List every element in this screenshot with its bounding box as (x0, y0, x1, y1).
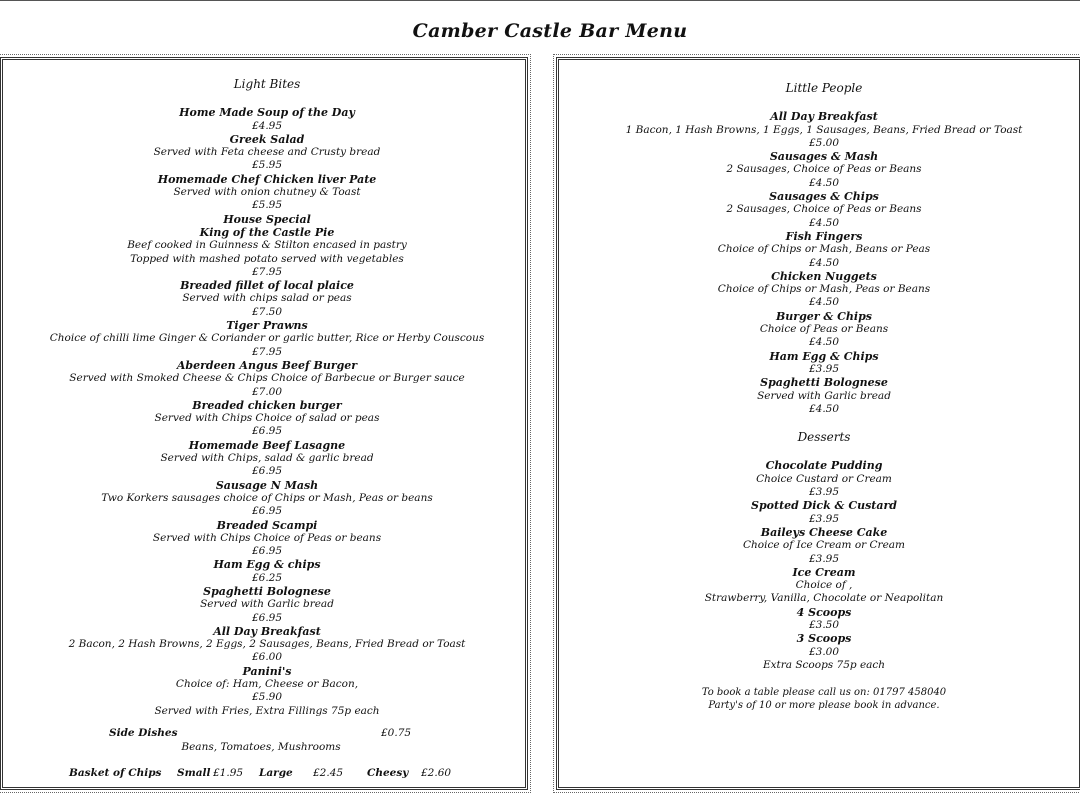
menu-item (3, 399, 531, 439)
menu-item-description: Served with Smoked Cheese & Chips Choice of Barbecue or Burger sauce (69, 372, 465, 385)
menu-item-name: Chocolate Pudding (765, 459, 883, 473)
menu-item-price: £4.50 (808, 296, 840, 309)
light-bites-panel (0, 57, 528, 790)
menu-item (3, 439, 531, 479)
side-dishes-price: £0.75 (381, 727, 412, 739)
menu-item-description: Served with Chips, salad & garlic bread (160, 452, 374, 465)
menu-item-price: £6.95 (251, 545, 283, 558)
menu-item-price: £5.00 (808, 136, 840, 149)
menu-item-price: £3.95 (808, 512, 840, 525)
menu-item (559, 459, 1080, 499)
menu-item (559, 526, 1080, 566)
menu-item (559, 350, 1080, 377)
menu-item-price: £4.95 (251, 119, 283, 132)
menu-item-name: Spaghetti Bolognese (760, 376, 888, 390)
menu-item-price: £7.95 (251, 345, 283, 358)
menu-item (3, 585, 531, 625)
menu-item-price: £3.95 (808, 552, 840, 565)
menu-item-price: £3.00 (808, 645, 840, 658)
booking-phone: To book a table please call us on: 01797 458040 (701, 687, 947, 699)
menu-item (559, 270, 1080, 310)
menu-item (3, 479, 531, 519)
menu-item-name: Ice Cream (792, 565, 856, 579)
menu-item-description: Served with Chips Choice of salad or peas (154, 412, 380, 425)
menu-item (3, 173, 531, 213)
menu-item-description: Choice of , (795, 579, 853, 592)
section-title-desserts: Desserts (797, 430, 851, 445)
menu-item-description: 2 Sausages, Choice of Peas or Beans (726, 163, 922, 176)
menu-item-name: Breaded Scampi (216, 518, 318, 532)
menu-item-name: Spaghetti Bolognese (203, 584, 331, 598)
menu-item-name: Sausages & Mash (769, 150, 879, 164)
basket-small-price: £1.95 (213, 767, 244, 779)
menu-item-name: Spotted Dick & Custard (751, 499, 897, 513)
section-title-light-bites: Light Bites (233, 77, 301, 91)
menu-item-price: £7.95 (251, 265, 283, 278)
basket-cheesy-price: £2.60 (421, 767, 452, 779)
menu-item-name: Baileys Cheese Cake (760, 525, 888, 539)
menu-item (559, 632, 1080, 659)
menu-item-price: £3.95 (808, 486, 840, 499)
basket-large-price: £2.45 (313, 767, 344, 779)
menu-item-name: 4 Scoops (796, 605, 852, 619)
menu-item-name: Tiger Prawns (226, 319, 308, 333)
menu-item-name: Home Made Soup of the Day (179, 106, 355, 120)
menu-item (3, 519, 531, 559)
kids-desserts-column (559, 82, 1080, 712)
menu-item (3, 279, 531, 319)
menu-item-description: Strawberry, Vanilla, Chocolate or Neapolitan (704, 592, 944, 605)
menu-item-description: Served with Feta cheese and Crusty bread (153, 146, 381, 159)
menu-item-name: 3 Scoops (796, 632, 852, 646)
menu-item-description: Choice of Chips or Mash, Beans or Peas (717, 243, 931, 256)
top-rule (0, 0, 1080, 1)
light-bites-list (3, 106, 531, 704)
extra-scoops-note: Extra Scoops 75p each (762, 658, 886, 671)
menu-item-price: £4.50 (808, 402, 840, 415)
menu-item (559, 376, 1080, 416)
side-dishes-label: Side Dishes (109, 727, 178, 739)
menu-item-description: Served with onion chutney & Toast (173, 186, 361, 199)
menu-item-description: Choice Custard or Cream (756, 472, 892, 485)
menu-item (559, 110, 1080, 150)
menu-item-name: Homemade Beef Lasagne (188, 438, 346, 452)
menu-item-price: £4.50 (808, 216, 840, 229)
menu-item (3, 319, 531, 359)
menu-item-description: Choice of Ice Cream or Cream (742, 539, 906, 552)
menu-item-name: King of the Castle Pie (199, 225, 335, 239)
little-people-list (559, 110, 1080, 416)
menu-item-name: Ham Egg & Chips (769, 349, 879, 363)
menu-item-price: £6.95 (251, 505, 283, 518)
menu-item-price: £7.00 (251, 385, 283, 398)
menu-item-description: 2 Sausages, Choice of Peas or Beans (726, 203, 922, 216)
menu-item-price: £5.95 (251, 199, 283, 212)
basket-small-label: Small (177, 767, 211, 779)
menu-item (559, 310, 1080, 350)
menu-item-name: Ham Egg & chips (213, 558, 321, 572)
menu-item-price: £6.25 (251, 571, 283, 584)
section-title-little-people: Little People (785, 81, 863, 95)
menu-item-name: Sausages & Chips (769, 190, 879, 204)
menu-item (3, 226, 531, 279)
menu-item-price: £4.50 (808, 256, 840, 269)
menu-item-description: Choice of: Ham, Cheese or Bacon, (175, 678, 359, 691)
menu-item-price: £6.00 (251, 651, 283, 664)
menu-item-name: Sausage N Mash (215, 478, 319, 492)
light-bites-column (3, 78, 531, 718)
menu-item (559, 499, 1080, 526)
menu-item-name: All Day Breakfast (213, 624, 321, 638)
menu-item-price: £3.95 (808, 362, 840, 375)
menu-item-price: £5.90 (251, 691, 283, 704)
menu-item (3, 133, 531, 173)
menu-item-name: Chicken Nuggets (771, 269, 877, 283)
menu-item-name: Aberdeen Angus Beef Burger (176, 358, 358, 372)
menu-item-name: Fish Fingers (785, 229, 863, 243)
menu-item (559, 150, 1080, 190)
basket-cheesy-label: Cheesy (367, 767, 409, 779)
menu-item-price: £6.95 (251, 611, 283, 624)
menu-item-name: Breaded chicken burger (192, 398, 342, 412)
menu-item (3, 359, 531, 399)
menu-item-name: Panini's (242, 664, 292, 678)
menu-item-name: Greek Salad (229, 132, 305, 146)
menu-item-description: Two Korkers sausages choice of Chips or Mash, Peas or beans (101, 491, 433, 504)
menu-item-price: £4.50 (808, 336, 840, 349)
menu-title: Camber Castle Bar Menu (412, 20, 688, 42)
menu-item-description: Served with Garlic bread (757, 389, 891, 402)
menu-item-price: £4.50 (808, 176, 840, 189)
side-dishes-desc: Beans, Tomatoes, Mushrooms (181, 741, 341, 753)
menu-item (3, 213, 531, 226)
menu-item (559, 566, 1080, 606)
panini-note: Served with Fries, Extra Fillings 75p each (154, 704, 380, 717)
menu-item-price: £6.95 (251, 425, 283, 438)
menu-item-description: Choice of Chips or Mash, Peas or Beans (717, 283, 931, 296)
menu-item-price: £5.95 (251, 159, 283, 172)
menu-item-description: Served with chips salad or peas (182, 292, 352, 305)
menu-item-name: All Day Breakfast (770, 110, 878, 124)
menu-item-name: Homemade Chef Chicken liver Pate (157, 172, 377, 186)
menu-item (3, 665, 531, 705)
menu-item (3, 106, 531, 133)
menu-item-description: Served with Chips Choice of Peas or beans (152, 531, 382, 544)
menu-item-description: Beef cooked in Guinness & Stilton encased in pastry (127, 239, 407, 252)
menu-item (3, 558, 531, 585)
menu-item-name: Burger & Chips (776, 309, 872, 323)
menu-item-name: Breaded fillet of local plaice (180, 279, 354, 293)
menu-item (3, 625, 531, 665)
basket-label: Basket of Chips (69, 767, 162, 779)
menu-item-price: £7.50 (251, 305, 283, 318)
menu-item-description: Served with Garlic bread (200, 598, 334, 611)
booking-party-note: Party's of 10 or more please book in advance. (708, 699, 940, 711)
basket-large-label: Large (259, 767, 293, 779)
kids-desserts-panel (556, 57, 1080, 790)
menu-item-description: Choice of chilli lime Ginger & Coriander or garlic butter, Rice or Herby Couscous (49, 332, 485, 345)
menu-item-description: 1 Bacon, 1 Hash Browns, 1 Eggs, 1 Sausages, Beans, Fried Bread or Toast (625, 123, 1023, 136)
menu-item (559, 606, 1080, 633)
menu-item-name: House Special (223, 212, 311, 226)
menu-item (559, 230, 1080, 270)
menu-item-description: 2 Bacon, 2 Hash Browns, 2 Eggs, 2 Sausages, Beans, Fried Bread or Toast (68, 638, 466, 651)
menu-item-price: £3.50 (808, 618, 840, 631)
menu-item-price: £6.95 (251, 465, 283, 478)
menu-item (559, 190, 1080, 230)
menu-item-description: Choice of Peas or Beans (759, 323, 889, 336)
desserts-list (559, 459, 1080, 658)
menu-item-description: Topped with mashed potato served with vegetables (130, 252, 404, 265)
